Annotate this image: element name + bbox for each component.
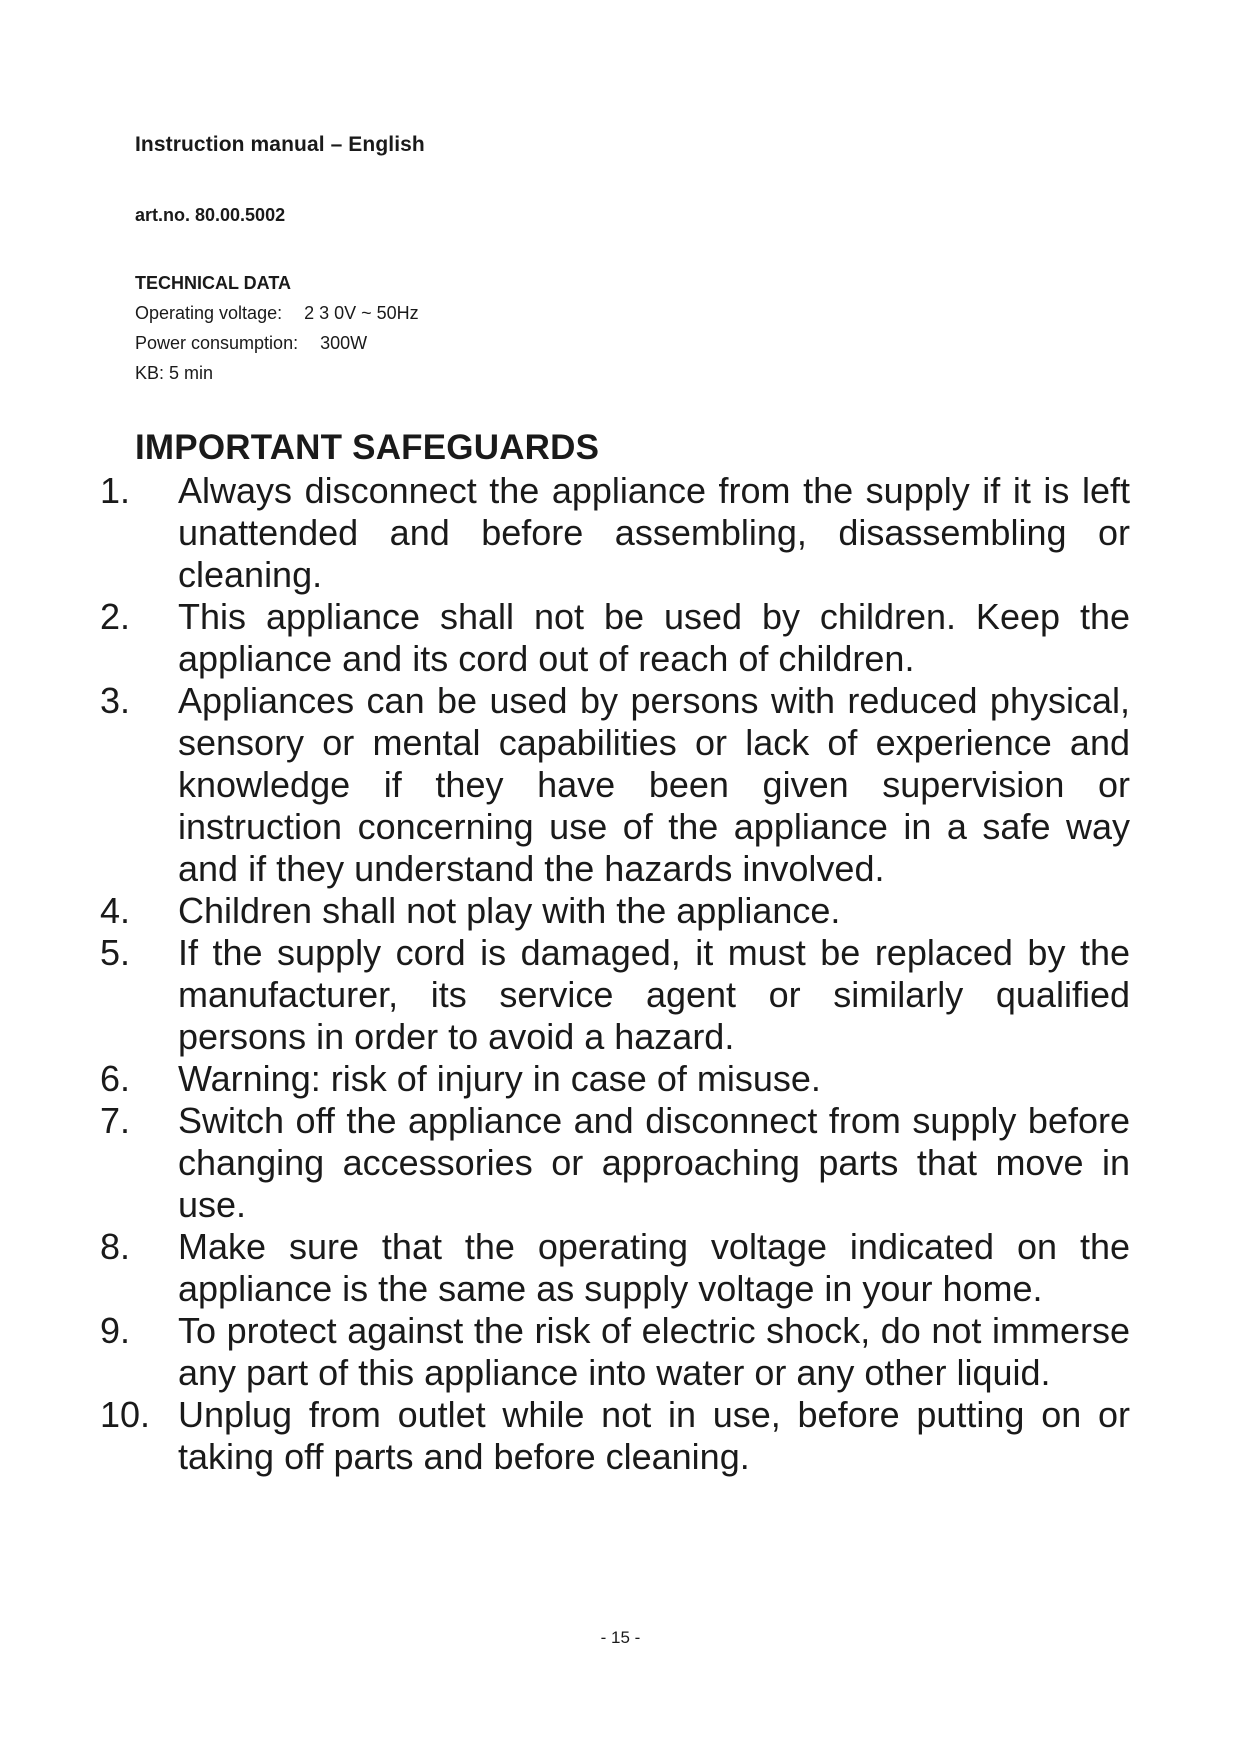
list-item — [100, 596, 1130, 680]
item-number: 6. — [100, 1058, 131, 1099]
item-text: Switch off the appliance and disconnect from supply before changing accessories or approaching parts that move in use. — [178, 1100, 1130, 1225]
technical-data-section — [135, 268, 419, 388]
manual-title: Instruction manual – English — [135, 133, 425, 156]
tech-label: Power consumption: — [135, 333, 299, 353]
tech-row-voltage — [135, 298, 419, 328]
item-number: 5. — [100, 932, 131, 973]
item-number: 4. — [100, 890, 131, 931]
item-number: 3. — [100, 680, 131, 721]
tech-value: 2 3 0V ~ 50Hz — [304, 303, 419, 323]
item-text: Always disconnect the appliance from the supply if it is left unattended and before assembling, disassembling or cleaning. — [178, 470, 1130, 595]
technical-data-heading: TECHNICAL DATA — [135, 273, 291, 293]
item-text: Warning: risk of injury in case of misuse. — [178, 1058, 821, 1099]
item-text: Children shall not play with the appliance. — [178, 890, 841, 931]
list-item — [100, 1100, 1130, 1226]
tech-row-kb — [135, 358, 419, 388]
article-number: art.no. 80.00.5002 — [135, 205, 286, 225]
item-text: This appliance shall not be used by children. Keep the appliance and its cord out of reach of children. — [178, 596, 1130, 679]
page-number: - 15 - — [600, 1628, 641, 1647]
item-text: Appliances can be used by persons with reduced physical, sensory or mental capabilities or lack of experience and knowledge if they have been given supervision or instruction concerning use of the appliance in a safe way and if they understand the hazards involved. — [178, 680, 1130, 889]
list-item — [100, 470, 1130, 596]
item-number: 8. — [100, 1226, 131, 1267]
item-text: To protect against the risk of electric shock, do not immerse any part of this appliance into water or any other liquid. — [178, 1310, 1130, 1393]
item-number: 10. — [100, 1394, 151, 1435]
tech-row-power — [135, 328, 419, 358]
item-text: Unplug from outlet while not in use, before putting on or taking off parts and before cleaning. — [178, 1394, 1130, 1477]
list-item — [100, 680, 1130, 890]
safeguards-list — [100, 470, 1130, 1478]
list-item — [100, 1310, 1130, 1394]
item-number: 1. — [100, 470, 131, 511]
tech-label: KB: 5 min — [135, 363, 214, 383]
list-item — [100, 890, 1130, 932]
safeguards-heading: IMPORTANT SAFEGUARDS — [135, 428, 600, 467]
tech-value: 300W — [320, 333, 368, 353]
item-number: 2. — [100, 596, 131, 637]
list-item — [100, 1226, 1130, 1310]
list-item — [100, 1058, 1130, 1100]
item-text: Make sure that the operating voltage indicated on the appliance is the same as supply voltage in your home. — [178, 1226, 1130, 1309]
list-item — [100, 1394, 1130, 1478]
item-number: 9. — [100, 1310, 131, 1351]
list-item — [100, 932, 1130, 1058]
tech-label: Operating voltage: — [135, 303, 283, 323]
item-text: If the supply cord is damaged, it must be replaced by the manufacturer, its service agent or similarly qualified persons in order to avoid a hazard. — [178, 932, 1130, 1057]
item-number: 7. — [100, 1100, 131, 1141]
